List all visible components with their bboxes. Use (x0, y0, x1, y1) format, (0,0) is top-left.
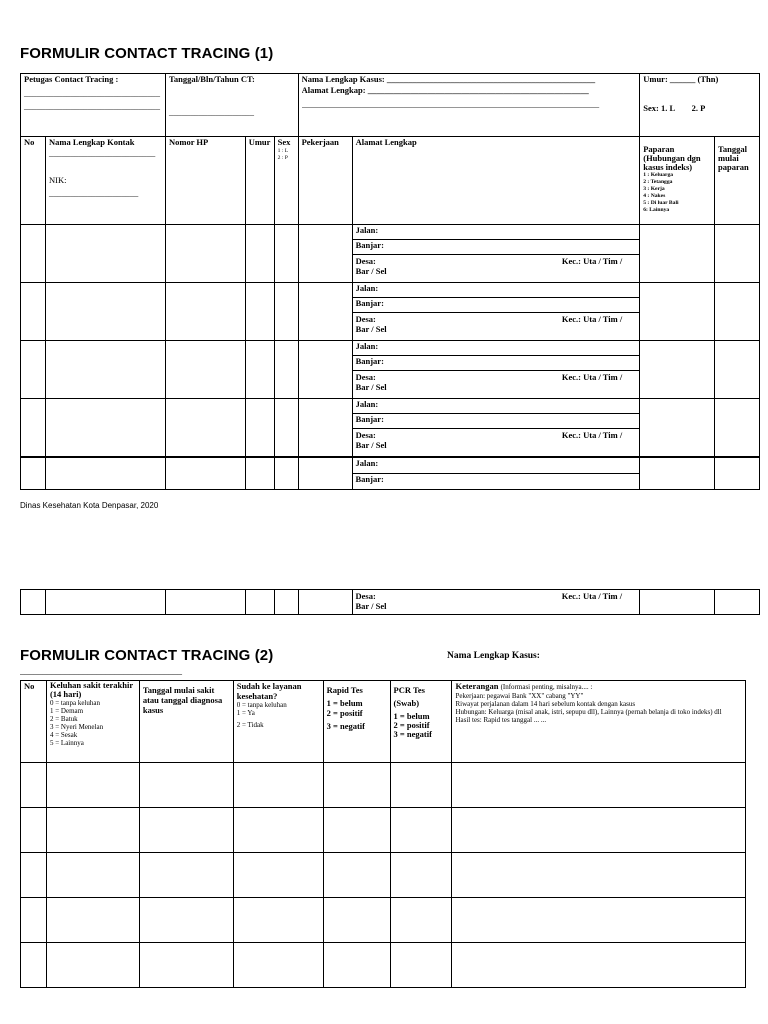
cell-paparan[interactable] (640, 458, 715, 490)
col-sex (274, 137, 298, 225)
cell-pekerjaan[interactable] (298, 283, 352, 341)
cell-nomor-hp[interactable] (165, 590, 245, 615)
cell2-keterangan[interactable] (452, 763, 746, 808)
alamat-bar-label: Bar / Sel (355, 382, 387, 392)
petugas-line-2: ________________________________ (24, 101, 160, 111)
sex-option-l: 1 : L (277, 148, 289, 154)
cell-no[interactable] (21, 225, 46, 283)
cell-tanggal-paparan[interactable] (715, 458, 760, 490)
cell-pekerjaan[interactable] (298, 399, 352, 457)
paparan-option-1: 1 : Keluarga (643, 172, 674, 178)
cell2-rapid[interactable] (323, 943, 390, 988)
alamat-desa-label: Desa: (355, 372, 376, 382)
cell2-no[interactable] (21, 763, 47, 808)
cell-no[interactable] (21, 399, 46, 457)
kasus-cell[interactable] (298, 74, 640, 137)
alamat-kec-label: Kec.: Uta / Tim / (561, 430, 623, 440)
alamat-jalan[interactable] (353, 341, 640, 356)
alamat-bar-label: Bar / Sel (355, 440, 387, 450)
cell-tanggal-paparan[interactable] (715, 399, 760, 457)
form1-partial-row-table (20, 457, 760, 490)
cell-sex[interactable] (274, 283, 298, 341)
col2-no: No (21, 681, 47, 763)
keterangan-line-2: Riwayat perjalanan dalam 14 hari sebelum kontak dengan kasus (455, 700, 636, 708)
col2-keterangan (452, 681, 746, 763)
alamat-jalan[interactable] (353, 225, 640, 240)
col-pekerjaan: Pekerjaan (298, 137, 352, 225)
alamat-desa[interactable] (353, 313, 640, 334)
table-row (21, 943, 746, 988)
paparan-option-5: 5 : Di luar Bali (643, 200, 679, 206)
alamat-banjar-label: Banjar: (355, 240, 384, 250)
nama-kasus-field: Nama Lengkap Kasus: _________________________________________________ (301, 74, 596, 84)
layanan-option-1: 1 = Ya (236, 709, 255, 717)
alamat-jalan[interactable] (353, 458, 640, 474)
cell2-pcr[interactable] (390, 853, 452, 898)
cell-no[interactable] (21, 341, 46, 399)
pcr-option-1: 1 = belum (393, 711, 430, 721)
alamat-banjar-label: Banjar: (355, 474, 384, 484)
col2-keluhan-label: Keluhan sakit terakhir (14 hari) (49, 680, 133, 699)
cell-sex[interactable] (274, 341, 298, 399)
table-row-partial (21, 458, 760, 490)
cell-paparan[interactable] (640, 399, 715, 457)
col2-layanan (233, 681, 323, 763)
cell-paparan[interactable] (640, 590, 715, 615)
col2-pcr-sub: (Swab) (393, 698, 420, 708)
cell2-tanggal[interactable] (139, 898, 233, 943)
alamat-bar-label: Bar / Sel (355, 601, 387, 611)
table-row (21, 808, 746, 853)
col2-layanan-label: Sudah ke layanan kesehatan? (236, 681, 302, 701)
cell2-tanggal[interactable] (139, 853, 233, 898)
alamat-kec-label: Kec.: Uta / Tim / (561, 591, 623, 601)
form1-continuation-table (20, 589, 760, 615)
col-umur: Umur (245, 137, 274, 225)
col2-pcr (390, 681, 452, 763)
cell-no[interactable] (21, 590, 46, 615)
alamat-bar-label: Bar / Sel (355, 324, 387, 334)
alamat-banjar[interactable] (353, 474, 640, 485)
keterangan-line-4: Hasil tes: Rapid tes tanggal ... ... (455, 716, 547, 724)
cell-sex[interactable] (274, 225, 298, 283)
keluhan-option-4: 4 = Sesak (49, 731, 78, 739)
cell2-no[interactable] (21, 943, 47, 988)
cell2-rapid[interactable] (323, 898, 390, 943)
alamat-banjar-label: Banjar: (355, 356, 384, 366)
col2-tanggal: Tanggal mulai sakit atau tanggal diagnosa kasus (139, 681, 233, 763)
col-sex-label: Sex (277, 137, 291, 147)
table-row (21, 225, 760, 283)
nik-label: NIK: (48, 175, 67, 185)
cell2-keterangan[interactable] (452, 853, 746, 898)
alamat-kec-label: Kec.: Uta / Tim / (561, 314, 623, 324)
cell-umur[interactable] (245, 225, 274, 283)
cell-umur[interactable] (245, 399, 274, 457)
alamat-desa[interactable] (353, 429, 640, 450)
alamat-desa[interactable] (352, 590, 640, 615)
pcr-option-2: 2 = positif (393, 720, 430, 730)
cell-tanggal-paparan[interactable] (715, 590, 760, 615)
paparan-option-2: 2 : Tetangga (643, 179, 673, 185)
col2-keterangan-label: Keterangan (455, 681, 499, 691)
keluhan-option-2: 2 = Batuk (49, 715, 78, 723)
sex-option-p: 2 : P (277, 155, 288, 161)
form1-table (20, 73, 760, 457)
cell2-tanggal[interactable] (139, 943, 233, 988)
cell2-no[interactable] (21, 898, 47, 943)
col-paparan (640, 137, 715, 225)
cell-sex[interactable] (274, 590, 298, 615)
col-paparan-label: Paparan (Hubungan dgn kasus indeks) (643, 144, 701, 172)
alamat-banjar[interactable] (353, 298, 640, 313)
alamat-jalan-label: Jalan: (355, 341, 379, 351)
cell2-pcr[interactable] (390, 808, 452, 853)
cell-nama-kontak[interactable] (45, 225, 165, 283)
alamat-jalan[interactable] (353, 399, 640, 414)
table-row (21, 283, 760, 341)
alamat-kec-label: Kec.: Uta / Tim / (561, 256, 623, 266)
table-row (21, 898, 746, 943)
keluhan-option-1: 1 = Demam (49, 707, 84, 715)
alamat-banjar-label: Banjar: (355, 414, 384, 424)
col2-rapid-label: Rapid Tes (326, 685, 363, 695)
table-row (21, 853, 746, 898)
keterangan-line-3: Hubungan: Keluarga (misal anak, istri, sepupu dll), Lainnya (pernah belanja di toko indeks) dll (455, 708, 722, 716)
cell2-layanan[interactable] (233, 943, 323, 988)
alamat-jalan-label: Jalan: (355, 283, 379, 293)
alamat-banjar[interactable] (353, 240, 640, 255)
paparan-option-3: 3 : Kerja (643, 186, 665, 192)
keterangan-line-1: Pekerjaan: pegawai Bank "XX" cabang "YY" (455, 692, 584, 700)
alamat-desa-label: Desa: (355, 430, 376, 440)
keluhan-option-5: 5 = Lainnya (49, 739, 84, 747)
cell-alamat[interactable] (352, 458, 640, 490)
cell2-layanan[interactable] (233, 808, 323, 853)
col-nama-kontak-label: Nama Lengkap Kontak (48, 137, 135, 147)
alamat-jalan-label: Jalan: (355, 225, 379, 235)
cell-nomor-hp[interactable] (165, 225, 245, 283)
alamat-banjar[interactable] (353, 356, 640, 371)
cell-sex[interactable] (274, 458, 298, 490)
cell-tanggal-paparan[interactable] (715, 341, 760, 399)
cell2-rapid[interactable] (323, 763, 390, 808)
col-tanggal-paparan: Tanggal mulai paparan (715, 137, 760, 225)
umur-field: Umur: ______ (Thn) (643, 74, 719, 84)
alamat-kasus-line: ______________________________________________________________________ (301, 99, 600, 109)
cell-nomor-hp[interactable] (165, 283, 245, 341)
alamat-kasus-field: Alamat Lengkap: ____________________________________________________ (301, 85, 589, 95)
table-row-continuation (21, 590, 760, 615)
alamat-banjar-label: Banjar: (355, 298, 384, 308)
alamat-jalan[interactable] (353, 283, 640, 298)
table-row (21, 399, 760, 457)
cell-alamat[interactable] (352, 341, 640, 399)
tanggal-ct-cell[interactable] (165, 74, 298, 137)
cell2-no[interactable] (21, 808, 47, 853)
cell2-no[interactable] (21, 853, 47, 898)
cell2-keluhan[interactable] (46, 943, 139, 988)
alamat-desa[interactable] (353, 371, 640, 392)
cell-no[interactable] (21, 283, 46, 341)
alamat-desa[interactable] (353, 255, 640, 276)
cell-paparan[interactable] (640, 341, 715, 399)
alamat-bar-label: Bar / Sel (355, 266, 387, 276)
col-nama-kontak[interactable] (45, 137, 165, 225)
cell-nama-kontak[interactable] (45, 590, 165, 615)
cell-nomor-hp[interactable] (165, 399, 245, 457)
col-nomor-hp: Nomor HP (165, 137, 245, 225)
cell-nama-kontak[interactable] (45, 458, 165, 490)
cell2-pcr[interactable] (390, 763, 452, 808)
cell2-rapid[interactable] (323, 808, 390, 853)
cell-pekerjaan[interactable] (298, 225, 352, 283)
alamat-jalan-label: Jalan: (355, 399, 379, 409)
cell-nama-kontak[interactable] (45, 283, 165, 341)
cell-pekerjaan[interactable] (298, 590, 352, 615)
paparan-option-6: 6: Lainnya (643, 207, 670, 213)
form1-title: FORMULIR CONTACT TRACING (1) (20, 45, 274, 62)
cell-umur[interactable] (245, 590, 274, 615)
cell-alamat[interactable] (352, 283, 640, 341)
form2-title-underline: ____________________________________ (20, 666, 182, 676)
umur-sex-cell[interactable] (640, 74, 760, 137)
cell2-keluhan[interactable] (46, 853, 139, 898)
rapid-option-1: 1 = belum (326, 698, 363, 708)
pcr-option-3: 3 = negatif (393, 729, 432, 739)
col-no: No (21, 137, 46, 225)
cell2-keterangan[interactable] (452, 943, 746, 988)
cell-paparan[interactable] (640, 283, 715, 341)
cell2-keterangan[interactable] (452, 808, 746, 853)
cell2-layanan[interactable] (233, 898, 323, 943)
alamat-desa-label: Desa: (355, 256, 376, 266)
cell-alamat[interactable] (352, 399, 640, 457)
cell-umur[interactable] (245, 458, 274, 490)
keluhan-option-3: 3 = Nyeri Menelan (49, 723, 104, 731)
table-row (21, 763, 746, 808)
cell-umur[interactable] (245, 283, 274, 341)
cell2-keterangan[interactable] (452, 898, 746, 943)
form2-table (20, 680, 746, 988)
alamat-kec-label: Kec.: Uta / Tim / (561, 372, 623, 382)
cell2-pcr[interactable] (390, 898, 452, 943)
alamat-jalan-label: Jalan: (355, 458, 379, 468)
cell-tanggal-paparan[interactable] (715, 225, 760, 283)
cell2-rapid[interactable] (323, 853, 390, 898)
cell-tanggal-paparan[interactable] (715, 283, 760, 341)
cell-nama-kontak[interactable] (45, 341, 165, 399)
cell2-keluhan[interactable] (46, 898, 139, 943)
layanan-option-0: 0 = tanpa keluhan (236, 701, 287, 709)
cell-pekerjaan[interactable] (298, 458, 352, 490)
cell-nomor-hp[interactable] (165, 341, 245, 399)
col2-keluhan (46, 681, 139, 763)
cell2-tanggal[interactable] (139, 763, 233, 808)
cell2-pcr[interactable] (390, 943, 452, 988)
cell2-tanggal[interactable] (139, 808, 233, 853)
petugas-label: Petugas Contact Tracing : (24, 74, 119, 84)
cell-nomor-hp[interactable] (165, 458, 245, 490)
cell-alamat[interactable] (352, 225, 640, 283)
cell2-keluhan[interactable] (46, 808, 139, 853)
rapid-option-2: 2 = positif (326, 708, 363, 718)
col2-rapid (323, 681, 390, 763)
layanan-option-2: 2 = Tidak (236, 721, 264, 729)
nik-line: _____________________ (48, 188, 139, 198)
cell-paparan[interactable] (640, 225, 715, 283)
tanggal-ct-label: Tanggal/Bln/Tahun CT: (168, 74, 255, 84)
rapid-option-3: 3 = negatif (326, 721, 365, 731)
nama-kontak-line: _________________________ (48, 148, 156, 158)
col2-pcr-label: PCR Tes (393, 685, 425, 695)
keluhan-option-0: 0 = tanpa keluhan (49, 699, 100, 707)
sex-field: Sex: 1. L 2. P (643, 103, 706, 113)
alamat-desa-label: Desa: (355, 314, 376, 324)
cell-pekerjaan[interactable] (298, 341, 352, 399)
table-row (21, 341, 760, 399)
col-alamat: Alamat Lengkap (352, 137, 640, 225)
petugas-line-1: ________________________________ (24, 88, 160, 98)
cell-umur[interactable] (245, 341, 274, 399)
petugas-cell[interactable] (21, 74, 166, 137)
cell-sex[interactable] (274, 399, 298, 457)
alamat-desa-label: Desa: (355, 591, 376, 601)
footer-text: Dinas Kesehatan Kota Denpasar, 2020 (20, 501, 159, 510)
form2-title: FORMULIR CONTACT TRACING (2) (20, 647, 274, 664)
keterangan-note: (Informasi penting, misalnya.... : (500, 683, 593, 691)
tanggal-ct-line: ____________________ (168, 107, 254, 117)
cell2-layanan[interactable] (233, 853, 323, 898)
cell2-layanan[interactable] (233, 763, 323, 808)
form2-nama-kasus-label: Nama Lengkap Kasus: (447, 651, 540, 661)
cell2-keluhan[interactable] (46, 763, 139, 808)
cell-nama-kontak[interactable] (45, 399, 165, 457)
cell-no[interactable] (21, 458, 46, 490)
paparan-option-4: 4 : Nakes (643, 193, 666, 199)
alamat-banjar[interactable] (353, 414, 640, 429)
